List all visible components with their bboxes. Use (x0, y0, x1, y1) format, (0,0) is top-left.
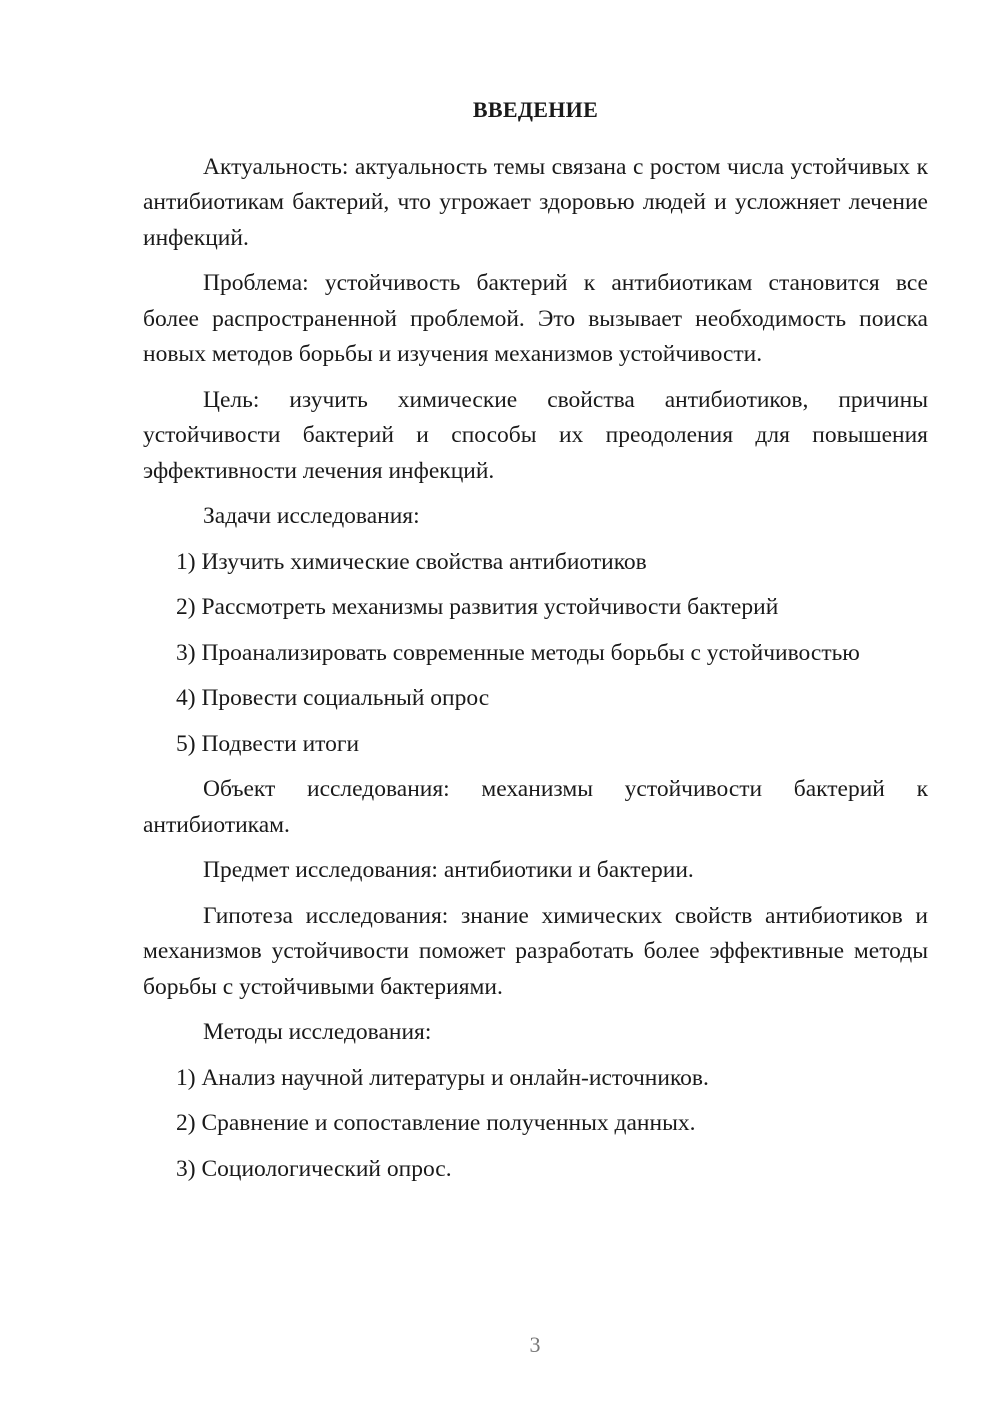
list-item: 4) Провести социальный опрос (176, 685, 490, 711)
problem-paragraph: Проблема: устойчивость бактерий к антибиотикам становится все более распространенной проблемой. Это вызывает необходимость поиска новых методов борьбы и изучения механизмов устойчивости. (143, 270, 928, 367)
tasks-title: Задачи исследования: (203, 503, 420, 529)
list-item: 3) Проанализировать современные методы борьбы с устойчивостью (176, 639, 860, 666)
hypothesis-paragraph: Гипотеза исследования: знание химических свойств антибиотиков и механизмов устойчивости поможет разработать более эффективные методы борьбы с устойчивыми бактериями. (143, 902, 928, 1000)
list-item: 1) Анализ научной литературы и онлайн-источников. (176, 1064, 709, 1091)
page-number: 3 (529, 1332, 541, 1357)
list-item: 5) Подвести итоги (176, 730, 360, 757)
subject-paragraph: Предмет исследования: антибиотики и бактерии. (203, 857, 694, 883)
relevance-paragraph: Актуальность: актуальность темы связана с ростом числа устойчивых к антибиотикам бактерий, что угрожает здоровью людей и усложняет лечение инфекций. (143, 153, 928, 251)
section-heading: ВВЕДЕНИЕ (472, 97, 599, 122)
list-item: 2) Рассмотреть механизмы развития устойчивости бактерий (176, 594, 779, 620)
list-item: 3) Социологический опрос. (176, 1155, 452, 1182)
page-content (143, 92, 928, 1197)
list-item: 2) Сравнение и сопоставление полученных данных. (176, 1110, 696, 1136)
tasks-list (143, 545, 928, 763)
methods-title: Методы исследования: (203, 1019, 432, 1045)
list-item: 1) Изучить химические свойства антибиотиков (176, 548, 647, 575)
methods-list (143, 1061, 928, 1188)
object-paragraph: Объект исследования: механизмы устойчивости бактерий к антибиотикам. (143, 776, 928, 838)
goal-paragraph: Цель: изучить химические свойства антибиотиков, причины устойчивости бактерий и способы их преодоления для повышения эффективности лечения инфекций. (143, 386, 928, 484)
